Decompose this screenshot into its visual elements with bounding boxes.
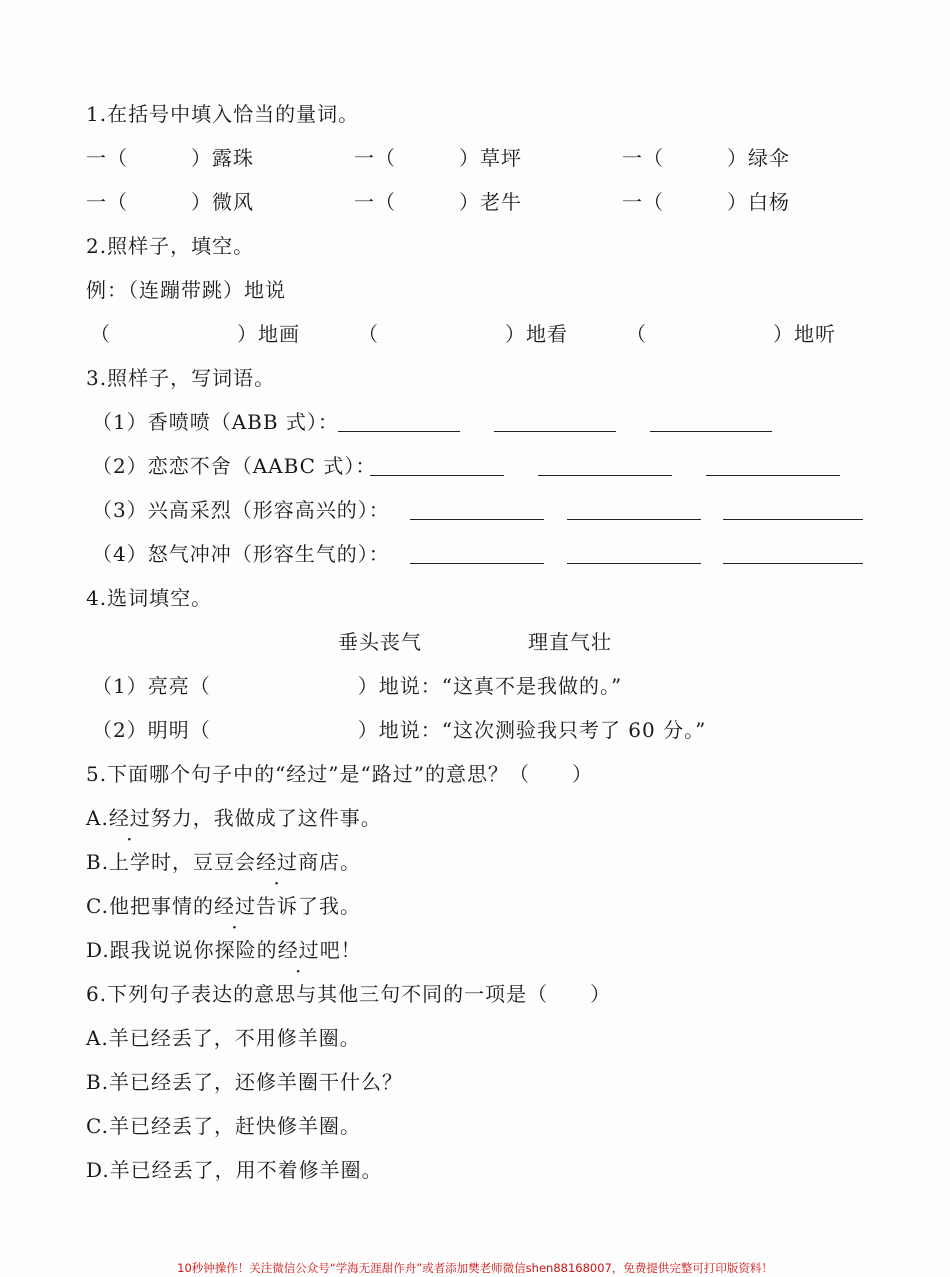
q3-item-label: （2）恋恋不舍（AABC 式）： [92,454,377,478]
q3-item-label: （1）香喷喷（ABB 式）： [92,410,339,434]
emphasized-word: 经过 [256,850,299,874]
answer-blank[interactable] [706,475,840,476]
q1-item[interactable]: 一（ ）露珠 [86,146,254,170]
answer-blank[interactable] [538,475,672,476]
q2-item[interactable]: （ ）地画 [90,322,300,346]
q4-item[interactable]: （1）亮亮（ ）地说：“这真不是我做的。” [92,674,623,698]
option-text: 商店。 [298,850,362,874]
q4-word-choice: 理直气壮 [528,630,612,654]
answer-blank[interactable] [410,563,544,564]
q4-word-choice: 垂头丧气 [338,630,422,654]
q6-option-a[interactable]: A.羊已经丢了，不用修羊圈。 [86,1026,361,1050]
option-text: C.他把事情的 [86,894,214,918]
answer-blank[interactable] [567,519,701,520]
q2-title: 2.照样子，填空。 [86,234,255,258]
answer-blank[interactable] [567,563,701,564]
answer-blank[interactable] [494,431,616,432]
q3-title: 3.照样子，写词语。 [86,366,276,390]
answer-blank[interactable] [723,563,863,564]
answer-blank[interactable] [370,475,504,476]
answer-blank[interactable] [650,431,772,432]
q1-item[interactable]: 一（ ）绿伞 [622,146,790,170]
q6-option-d[interactable]: D.羊已经丢了，用不着修羊圈。 [86,1158,383,1182]
q5-option-b[interactable] [86,848,361,876]
option-text: D.跟我说说你探险的 [86,938,278,962]
option-text: 努力，我做成了这件事。 [150,806,382,830]
q1-item[interactable]: 一（ ）微风 [86,190,254,214]
option-text: 吧！ [319,938,362,962]
q1-title: 1.在括号中填入恰当的量词。 [86,102,360,126]
q3-item-label: （3）兴高采烈（形容高兴的）： [92,498,390,522]
q2-item[interactable]: （ ）地看 [358,322,568,346]
q5-title: 5.下面哪个句子中的“经过”是“路过”的意思？（ ） [86,762,593,786]
q2-example: 例：（连蹦带跳）地说 [86,278,286,302]
footer-notice: 10秒钟操作！关注微信公众号“学海无涯甜作舟”或者添加樊老师微信shen88168007，免费提供完整可打印版资料！ [177,1261,773,1275]
q3-item-label: （4）怒气冲冲（形容生气的）： [92,542,390,566]
q6-option-b[interactable]: B.羊已经丢了，还修羊圈干什么？ [86,1070,404,1094]
q6-title: 6.下列句子表达的意思与其他三句不同的一项是（ ） [86,982,612,1006]
emphasized-word: 经过 [213,894,256,918]
answer-blank[interactable] [723,519,863,520]
q4-title: 4.选词填空。 [86,586,213,610]
q5-option-c[interactable] [86,892,361,920]
answer-blank[interactable] [410,519,544,520]
q2-item[interactable]: （ ）地听 [626,322,836,346]
q6-option-c[interactable]: C.羊已经丢了，赶快修羊圈。 [86,1114,361,1138]
q4-item[interactable]: （2）明明（ ）地说：“这次测验我只考了 60 分。” [92,718,707,742]
q1-item[interactable]: 一（ ）白杨 [622,190,790,214]
q1-item[interactable]: 一（ ）草坪 [354,146,522,170]
emphasized-word: 经过 [277,938,320,962]
emphasized-word: 经过 [108,806,151,830]
option-text: B.上学时，豆豆会 [86,850,257,874]
answer-blank[interactable] [338,431,460,432]
q5-option-d[interactable] [86,936,362,964]
q5-option-a[interactable] [86,804,382,832]
option-text: 告诉了我。 [255,894,361,918]
q1-item[interactable]: 一（ ）老牛 [354,190,522,214]
option-text: A. [86,806,109,830]
